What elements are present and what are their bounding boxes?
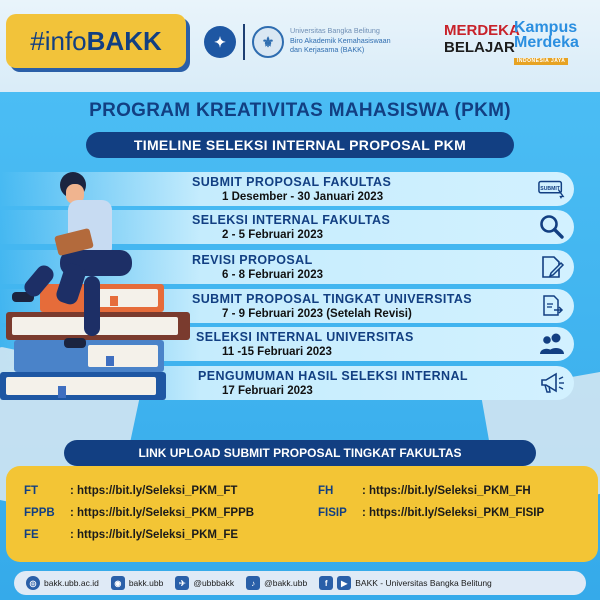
megaphone-icon bbox=[538, 369, 566, 397]
timeline-item-date: 11 -15 Februari 2023 bbox=[222, 346, 332, 358]
timeline-item-date: 17 Februari 2023 bbox=[222, 385, 313, 397]
link-label: FH bbox=[318, 485, 334, 497]
links-panel bbox=[6, 466, 598, 562]
hashtag-badge bbox=[6, 14, 186, 68]
kampus-merdeka-logo bbox=[514, 20, 594, 65]
instagram-text: bakk.ubb bbox=[128, 578, 164, 588]
bureau-name-line2: dan Kerjasama (BAKK) bbox=[290, 45, 365, 54]
timeline-title: TIMELINE SELEKSI INTERNAL PROPOSAL PKM bbox=[86, 132, 514, 158]
document-upload-icon bbox=[538, 292, 566, 320]
timeline-item-date: 7 - 9 Februari 2023 (Setelah Revisi) bbox=[222, 308, 412, 320]
timeline-item-title: SUBMIT PROPOSAL TINGKAT UNIVERSITAS bbox=[192, 292, 472, 306]
tiktok-text: @bakk.ubb bbox=[264, 578, 308, 588]
edit-document-icon bbox=[538, 253, 566, 281]
people-icon bbox=[538, 330, 566, 358]
university-name-block bbox=[290, 26, 440, 55]
link-label: FISIP bbox=[318, 507, 347, 519]
link-label: FE bbox=[24, 529, 39, 541]
logo-divider bbox=[243, 24, 245, 60]
hashtag-prefix: #info bbox=[30, 25, 87, 56]
submit-icon-text: SUBMIT bbox=[540, 185, 560, 192]
footer-website[interactable] bbox=[26, 576, 99, 590]
student-on-books-illustration bbox=[0, 160, 200, 410]
timeline-item-title: PENGUMUMAN HASIL SELEKSI INTERNAL bbox=[198, 369, 468, 383]
social-footer bbox=[14, 571, 586, 595]
link-label: FT bbox=[24, 485, 39, 497]
timeline-item-date: 2 - 5 Februari 2023 bbox=[222, 229, 323, 241]
footer-facebook-youtube[interactable] bbox=[319, 576, 492, 590]
ubb-logo-icon: ⚜ bbox=[252, 26, 284, 58]
timeline-item-title: SELEKSI INTERNAL UNIVERSITAS bbox=[196, 330, 414, 344]
link-item-fh[interactable] bbox=[318, 485, 531, 497]
timeline-item-title: SELEKSI INTERNAL FAKULTAS bbox=[192, 213, 391, 227]
link-item-fe[interactable] bbox=[24, 529, 238, 541]
footer-twitter[interactable] bbox=[175, 576, 234, 590]
university-name: Universitas Bangka Belitung bbox=[290, 26, 380, 35]
timeline-item-date: 1 Desember - 30 Januari 2023 bbox=[222, 191, 384, 203]
timeline-item-date: 6 - 8 Februari 2023 bbox=[222, 269, 323, 281]
hashtag-bold: BAKK bbox=[86, 25, 162, 56]
links-title: LINK UPLOAD SUBMIT PROPOSAL TINGKAT FAKULTAS bbox=[64, 440, 536, 466]
link-label: FPPB bbox=[24, 507, 55, 519]
link-item-fisip[interactable] bbox=[318, 507, 544, 519]
twitter-icon: ✈ bbox=[175, 576, 189, 590]
website-text: bakk.ubb.ac.id bbox=[44, 578, 99, 588]
kemdikbud-logo-icon: ✦ bbox=[204, 26, 236, 58]
footer-instagram[interactable] bbox=[111, 576, 164, 590]
twitter-text: @ubbbakk bbox=[193, 578, 235, 588]
link-item-ft[interactable] bbox=[24, 485, 237, 497]
facebook-icon: f bbox=[319, 576, 333, 590]
timeline-item-title: SUBMIT PROPOSAL FAKULTAS bbox=[192, 175, 392, 189]
bureau-name-line1: Biro Akademik Kemahasiswaan bbox=[290, 35, 391, 45]
link-url[interactable]: : https://bit.ly/Seleksi_PKM_FPPB bbox=[70, 507, 255, 519]
youtube-icon: ▶ bbox=[337, 576, 351, 590]
globe-icon: ◎ bbox=[26, 576, 40, 590]
submit-icon bbox=[538, 175, 566, 203]
link-item-fppb[interactable] bbox=[24, 507, 254, 519]
merdeka-line2: BELAJAR bbox=[444, 39, 515, 56]
kampus-line1: Kampus bbox=[514, 19, 578, 36]
link-url[interactable]: : https://bit.ly/Seleksi_PKM_FH bbox=[362, 485, 531, 497]
tiktok-icon: ♪ bbox=[246, 576, 260, 590]
instagram-icon: ◉ bbox=[111, 576, 125, 590]
facebook-youtube-text: BAKK - Universitas Bangka Belitung bbox=[355, 578, 492, 588]
merdeka-line1: MERDEKA bbox=[444, 22, 520, 39]
timeline-item-title: REVISI PROPOSAL bbox=[192, 253, 313, 267]
link-url[interactable]: : https://bit.ly/Seleksi_PKM_FISIP bbox=[362, 507, 545, 519]
kampus-line3: INDONESIA JAYA bbox=[514, 58, 568, 65]
merdeka-belajar-logo bbox=[444, 22, 520, 56]
link-url[interactable]: : https://bit.ly/Seleksi_PKM_FE bbox=[70, 529, 239, 541]
search-icon bbox=[538, 213, 566, 241]
kampus-line2: Merdeka bbox=[514, 34, 579, 51]
footer-tiktok[interactable] bbox=[246, 576, 307, 590]
page-title: PROGRAM KREATIVITAS MAHASISWA (PKM) bbox=[89, 100, 511, 121]
link-url[interactable]: : https://bit.ly/Seleksi_PKM_FT bbox=[70, 485, 238, 497]
